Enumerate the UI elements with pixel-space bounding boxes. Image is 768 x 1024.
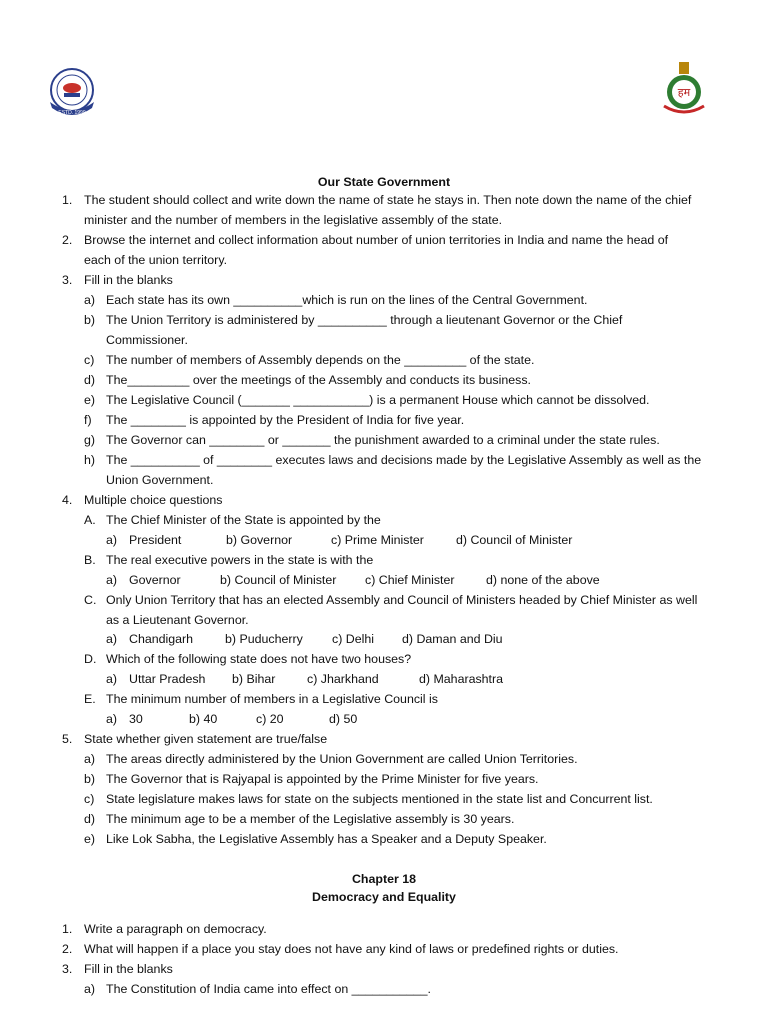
item-text: The_________ over the meetings of the Assembly and conducts its business. — [106, 373, 531, 387]
question-label: State whether given statement are true/false — [84, 732, 328, 746]
option-key: a) — [106, 712, 118, 726]
question-number: 1. — [62, 922, 73, 936]
option: b) 40 — [189, 712, 218, 726]
item-text: The Governor can ________ or _______ the punishment awarded to a criminal under the state rules. — [106, 433, 660, 447]
option: c) Chief Minister — [365, 573, 455, 587]
option: c) Jharkhand — [307, 672, 379, 686]
item-text: The Legislative Council (_______ ___________) is a permanent House which cannot be dissolved. — [106, 393, 650, 407]
item-text: Only Union Territory that has an elected Assembly and Council of Ministers headed by Chief Minister as well — [106, 593, 698, 607]
question-text: Write a paragraph on democracy. — [84, 922, 267, 936]
option: Uttar Pradesh — [129, 672, 206, 686]
question-label: Multiple choice questions — [84, 493, 223, 507]
item-key: d) — [84, 812, 96, 826]
chapter-number: Chapter 18 — [351, 872, 417, 886]
item-key: f) — [84, 413, 92, 427]
question-text: minister and the number of members in the legislative assembly of the state. — [84, 213, 503, 227]
item-text: The ________ is appointed by the President of India for five year. — [106, 413, 465, 427]
item-key: D. — [84, 652, 97, 666]
school-emblem-logo — [44, 64, 100, 120]
option-key: a) — [106, 533, 118, 547]
item-text: The Constitution of India came into effect on ___________. — [106, 982, 431, 996]
item-text: The Governor that is Rajyapal is appointed by the Prime Minister for five years. — [106, 772, 539, 786]
option: d) Council of Minister — [456, 533, 573, 547]
item-key: c) — [84, 353, 95, 367]
question-text: What will happen if a place you stay does not have any kind of laws or predefined rights or duties. — [84, 942, 619, 956]
item-key: b) — [84, 772, 96, 786]
question-number: 5. — [62, 732, 73, 746]
option: b) Puducherry — [225, 632, 303, 646]
item-text: The __________ of ________ executes laws and decisions made by the Legislative Assembly as well as the — [106, 453, 702, 467]
item-key: h) — [84, 453, 96, 467]
item-key: a) — [84, 982, 96, 996]
item-text: The number of members of Assembly depends on the _________ of the state. — [106, 353, 535, 367]
item-key: g) — [84, 433, 96, 447]
question-number: 2. — [62, 233, 73, 247]
item-text: Union Government. — [106, 473, 214, 487]
item-key: e) — [84, 832, 96, 846]
item-key: a) — [84, 752, 96, 766]
option-key: a) — [106, 573, 118, 587]
option: c) Delhi — [332, 632, 374, 646]
item-key: E. — [84, 692, 96, 706]
section-title: Our State Government — [317, 175, 451, 189]
item-text: Like Lok Sabha, the Legislative Assembly has a Speaker and a Deputy Speaker. — [106, 832, 547, 846]
item-text: The minimum age to be a member of the Legislative assembly is 30 years. — [106, 812, 515, 826]
item-text: The Chief Minister of the State is appointed by the — [106, 513, 381, 527]
logo-left-text: ESTD. 1999 — [58, 110, 86, 116]
question-label: Fill in the blanks — [84, 273, 173, 287]
option: b) Governor — [226, 533, 293, 547]
item-text: Each state has its own __________which is run on the lines of the Central Government. — [106, 293, 588, 307]
item-text: The minimum number of members in a Legislative Council is — [106, 692, 438, 706]
police-emblem-logo — [656, 60, 712, 120]
item-text: The Union Territory is administered by __________ through a lieutenant Governor or the Chief — [106, 313, 623, 327]
option: d) Maharashtra — [419, 672, 504, 686]
item-key: e) — [84, 393, 96, 407]
item-key: d) — [84, 373, 96, 387]
item-text: as a Lieutenant Governor. — [106, 613, 249, 627]
option: d) 50 — [329, 712, 358, 726]
option: c) 20 — [256, 712, 284, 726]
item-text: The areas directly administered by the Union Government are called Union Territories. — [106, 752, 578, 766]
option: 30 — [129, 712, 143, 726]
option: c) Prime Minister — [331, 533, 424, 547]
option: Governor — [129, 573, 181, 587]
option: Chandigarh — [129, 632, 194, 646]
item-key: B. — [84, 553, 96, 567]
option: d) none of the above — [486, 573, 600, 587]
question-number: 3. — [62, 273, 73, 287]
question-label: Fill in the blanks — [84, 962, 173, 976]
question-text: each of the union territory. — [84, 253, 228, 267]
option: d) Daman and Diu — [402, 632, 503, 646]
question-text: Browse the internet and collect information about number of union territories in India and name the head of — [84, 233, 669, 247]
option: b) Bihar — [232, 672, 276, 686]
item-key: C. — [84, 593, 97, 607]
item-text: Which of the following state does not have two houses? — [106, 652, 412, 666]
question-number: 3. — [62, 962, 73, 976]
item-text: The real executive powers in the state is with the — [106, 553, 374, 567]
item-text: Commissioner. — [106, 333, 188, 347]
item-key: A. — [84, 513, 96, 527]
item-key: b) — [84, 313, 96, 327]
option: President — [129, 533, 182, 547]
option: b) Council of Minister — [220, 573, 337, 587]
logo-right-text: हम — [677, 86, 691, 99]
question-number: 4. — [62, 493, 73, 507]
question-number: 2. — [62, 942, 73, 956]
item-key: a) — [84, 293, 96, 307]
option-key: a) — [106, 632, 118, 646]
question-number: 1. — [62, 193, 73, 207]
question-text: The student should collect and write down the name of state he stays in. Then note down the name of the chief — [84, 193, 692, 207]
item-text: State legislature makes laws for state on the subjects mentioned in the state list and Concurrent list. — [106, 792, 653, 806]
item-key: c) — [84, 792, 95, 806]
chapter-title: Democracy and Equality — [312, 890, 456, 904]
option-key: a) — [106, 672, 118, 686]
